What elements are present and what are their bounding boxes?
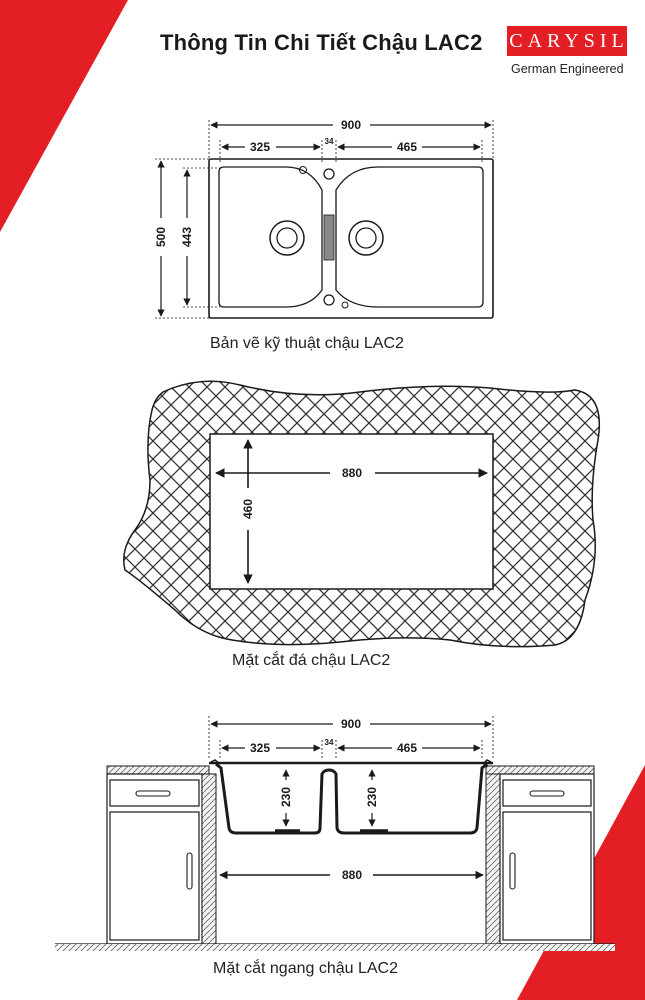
dim-cutout-height-label: 460 <box>241 498 255 520</box>
left-cabinet <box>107 766 216 944</box>
right-cabinet <box>486 766 594 944</box>
cs-dim-total-width-label: 900 <box>340 717 362 731</box>
brand-name: CARYSIL <box>509 29 629 52</box>
caption-technical-drawing: Bản vẽ kỹ thuật chậu LAC2 <box>210 335 404 352</box>
page-title: Thông Tin Chi Tiết Chậu LAC2 <box>160 30 483 55</box>
cs-dim-cutout-width-label: 880 <box>341 868 363 882</box>
caption-stone-cutout: Mặt cắt đá chậu LAC2 <box>232 652 391 669</box>
dim-right-bowl-label: 465 <box>396 140 418 154</box>
sink-cross-section <box>209 760 493 833</box>
dim-total-width-label: 900 <box>340 118 362 132</box>
brand-tagline: German Engineered <box>511 62 624 76</box>
floor-line <box>55 944 615 951</box>
cs-dim-right-bowl-label: 465 <box>396 741 418 755</box>
cs-dimension-left-depth <box>279 770 293 826</box>
dim-inner-height-label: 443 <box>180 226 194 248</box>
cs-dimension-right-depth <box>365 770 379 826</box>
dim-cutout-width-label: 880 <box>341 466 363 480</box>
cs-dim-left-bowl-label: 325 <box>249 741 271 755</box>
dim-total-height-label: 500 <box>154 226 168 248</box>
cs-dim-right-depth-label: 230 <box>365 786 379 808</box>
cs-dim-gap-label: 34 <box>324 738 334 747</box>
cs-dimension-bowls <box>220 738 482 760</box>
dim-left-bowl-label: 325 <box>249 140 271 154</box>
cs-dim-left-depth-label: 230 <box>279 786 293 808</box>
cs-dimension-cutout-width <box>220 868 483 882</box>
caption-cross-section: Mặt cắt ngang chậu LAC2 <box>213 960 399 977</box>
dim-gap-label: 34 <box>324 137 334 146</box>
